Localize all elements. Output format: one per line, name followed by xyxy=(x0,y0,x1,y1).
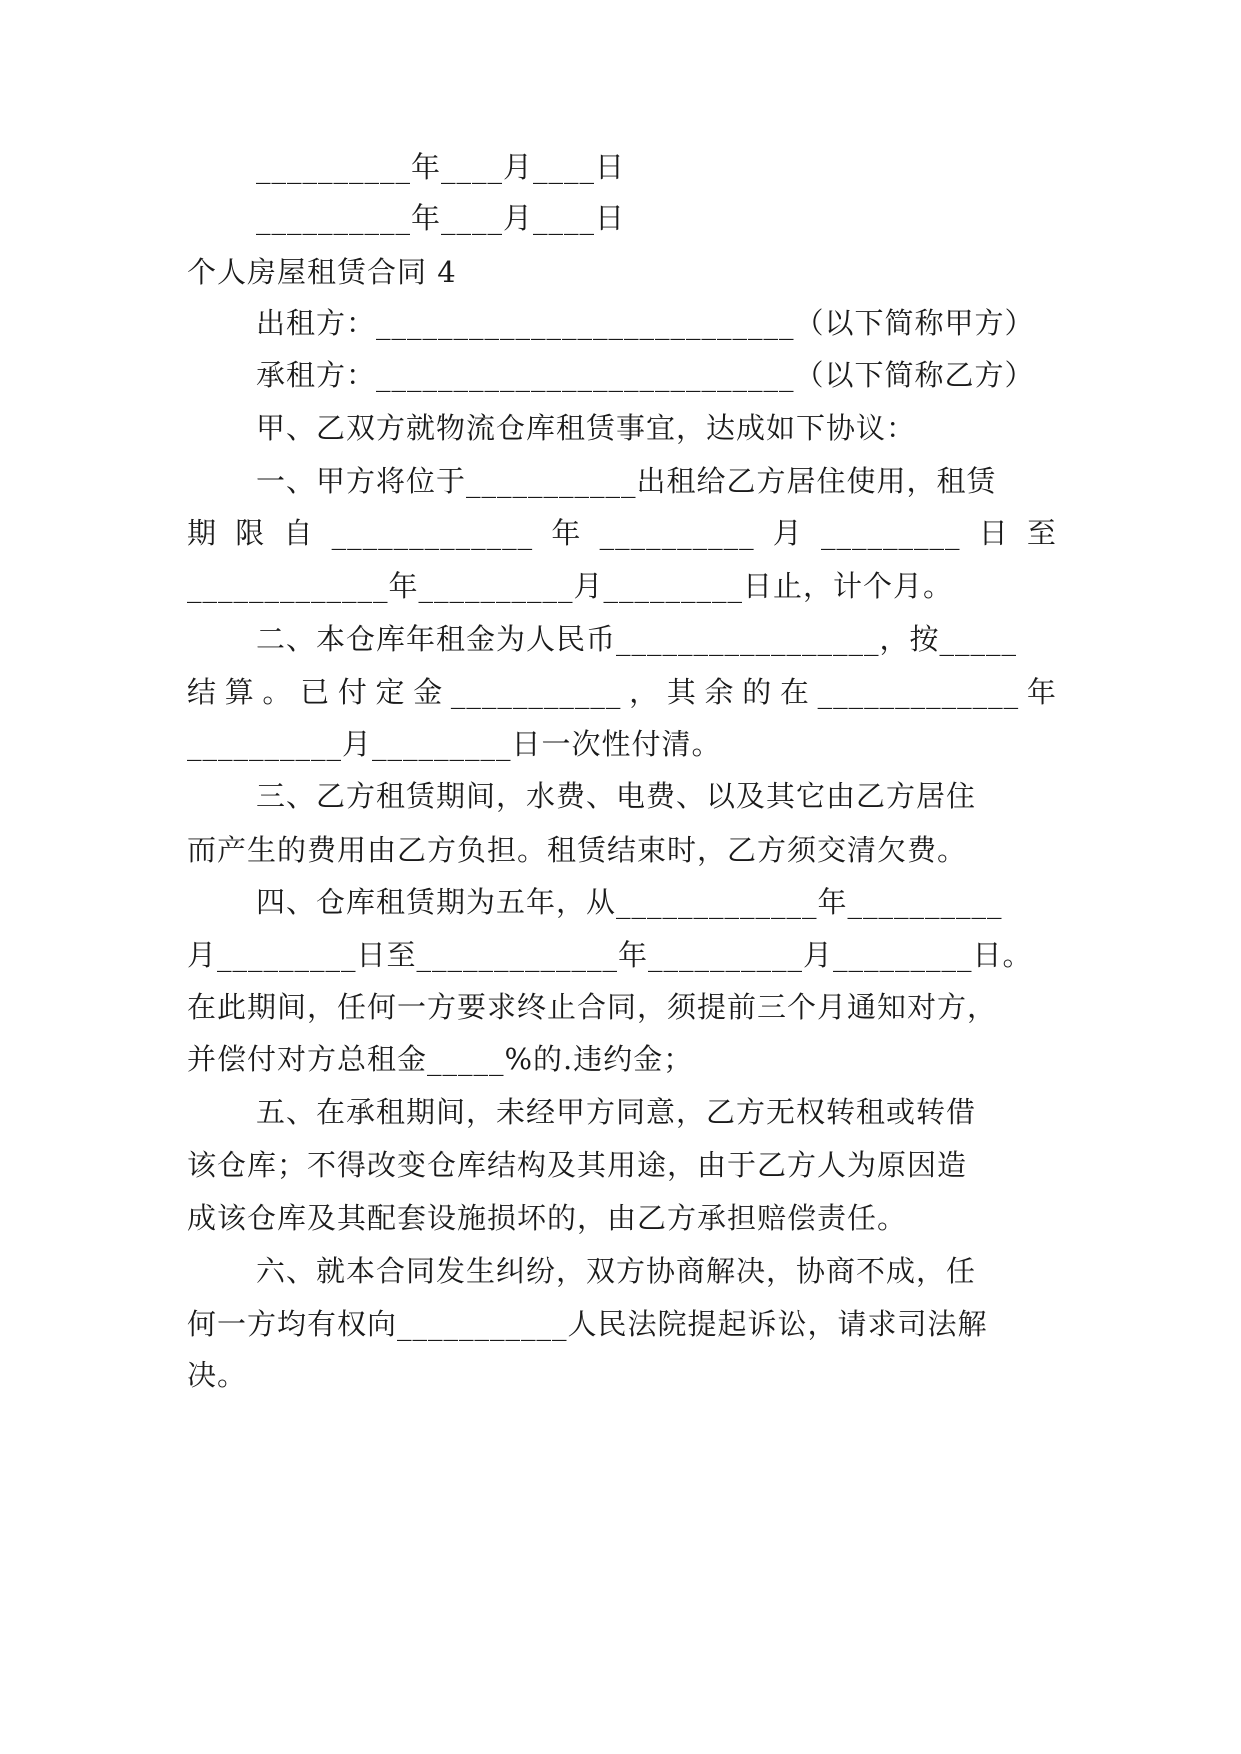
clause-4-line-4: 并偿付对方总租金_____%的.违约金； xyxy=(187,1042,694,1076)
clause-5-line-1: 五、在承租期间，未经甲方同意，乙方无权转租或转借 xyxy=(256,1095,977,1129)
clause-5-line-2: 该仓库；不得改变仓库结构及其用途，由于乙方人为原因造 xyxy=(187,1148,968,1182)
clause-6-line-2: 何一方均有权向___________人民法院提起诉讼，请求司法解 xyxy=(187,1307,988,1341)
clause-1-line-2-part: 期 xyxy=(187,516,218,550)
clause-6-line-1: 六、就本合同发生纠纷，双方协商解决，协商不成，任 xyxy=(256,1254,977,1288)
clause-2-line-2-part: 已 xyxy=(300,675,331,709)
clause-1-line-1: 一、甲方将位于___________出租给乙方居住使用，租赁 xyxy=(256,464,997,498)
date-line-1: __________年____月____日 xyxy=(256,150,626,184)
clause-2-line-2-part: 算 xyxy=(224,675,255,709)
clause-3-line-1: 三、乙方租赁期间，水费、电费、以及其它由乙方居住 xyxy=(256,779,977,813)
clause-1-line-2-part: 月 xyxy=(772,516,803,550)
clause-2-line-2-part: 余 xyxy=(704,675,735,709)
clause-1-line-2-part: __________ xyxy=(599,516,755,550)
clause-1-line-2-part: 自 xyxy=(283,516,314,550)
clause-2-line-2-part: ， xyxy=(629,675,660,709)
date-line-2: __________年____月____日 xyxy=(256,201,626,235)
intro-paragraph: 甲、乙双方就物流仓库租赁事宜，达成如下协议： xyxy=(256,411,917,445)
clause-1-line-2-part: 限 xyxy=(235,516,266,550)
clause-2-line-2-part: 金 xyxy=(413,675,444,709)
clause-1-line-2-part: 日 xyxy=(978,516,1009,550)
clause-6-line-3: 决。 xyxy=(187,1358,248,1392)
clause-4-line-3: 在此期间，任何一方要求终止合同，须提前三个月通知对方， xyxy=(187,990,998,1024)
clause-2-line-1: 二、本仓库年租金为人民币_________________，按_____ xyxy=(256,622,1018,656)
clause-2-line-2-part: 。 xyxy=(262,675,293,709)
clause-2-line-2 xyxy=(187,672,1057,712)
clause-2-line-2-part: 付 xyxy=(337,675,368,709)
clause-2-line-3: __________月_________日一次性付清。 xyxy=(187,727,722,761)
document-title: 个人房屋租赁合同 4 xyxy=(187,255,457,289)
clause-2-line-2-part: 在 xyxy=(779,675,810,709)
clause-1-line-3: _____________年__________月_________日止，计个月。 xyxy=(187,569,954,603)
clause-1-line-2-part: 至 xyxy=(1026,516,1057,550)
clause-4-line-2: 月_________日至_____________年__________月_________日。 xyxy=(187,938,1033,972)
clause-3-line-2: 而产生的费用由乙方负担。租赁结束时，乙方须交清欠费。 xyxy=(187,833,968,867)
clause-1-line-2 xyxy=(187,513,1057,553)
clause-4-line-1: 四、仓库租赁期为五年，从_____________年__________ xyxy=(256,885,1003,919)
clause-1-line-2-part: _____________ xyxy=(331,516,534,550)
clause-1-line-2-part: 年 xyxy=(551,516,582,550)
clause-2-line-2-part: _____________ xyxy=(817,675,1020,709)
lessee-line: 承租方：___________________________（以下简称乙方） xyxy=(256,358,1035,392)
clause-2-line-2-part: 的 xyxy=(742,675,773,709)
clause-2-line-2-part: 定 xyxy=(375,675,406,709)
clause-2-line-2-part: 其 xyxy=(666,675,697,709)
clause-2-line-2-part: 年 xyxy=(1026,675,1057,709)
clause-2-line-2-part: ___________ xyxy=(450,675,622,709)
clause-5-line-3: 成该仓库及其配套设施损坏的，由乙方承担赔偿责任。 xyxy=(187,1201,908,1235)
clause-1-line-2-part: _________ xyxy=(821,516,961,550)
clause-2-line-2-part: 结 xyxy=(187,675,218,709)
lessor-line: 出租方：___________________________（以下简称甲方） xyxy=(256,306,1035,340)
